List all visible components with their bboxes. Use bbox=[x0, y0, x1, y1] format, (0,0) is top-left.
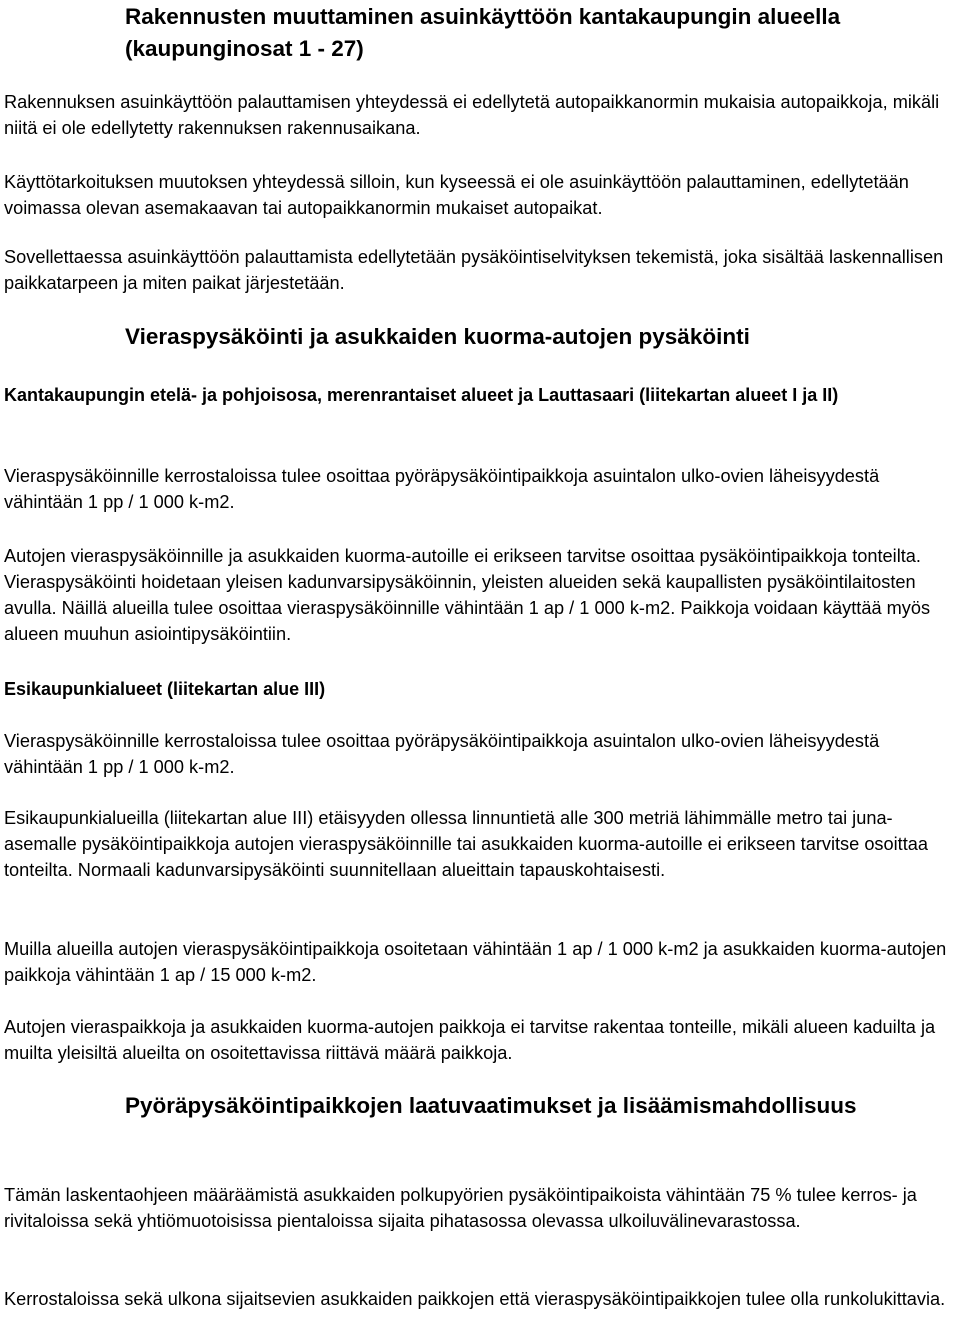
paragraph-suburb-station-proximity: Esikaupunkialueilla (liitekartan alue III) etäisyyden ollessa linnuntietä alle 300 metriä lähimmälle metro tai juna-asemalle pysäköintipaikkoja autojen vieraspysäköinnille tai asukkaiden kuorma-autoille ei erikseen tarvitse osoittaa tonteilta. Normaali kadunvarsipysäköinti suunnitellaan alueittain tapauskohtaisesti. bbox=[4, 808, 929, 880]
section-title-visitor-parking: Vieraspysäköinti ja asukkaiden kuorma-autojen pysäköinti bbox=[125, 324, 750, 349]
paragraph-inner-city-bike-parking: Vieraspysäköinnille kerrostaloissa tulee osoittaa pyöräpysäköintipaikkoja asuintalon ulko-ovien läheisyydestä vähintään 1 pp / 1 000 k-m2. bbox=[4, 466, 880, 512]
paragraph-parking-study: Sovellettaessa asuinkäyttöön palauttamista edellytetään pysäköintiselvityksen tekemistä, joka sisältää laskennallisen paikkatarpeen ja miten paikat järjestetään. bbox=[4, 247, 944, 293]
subheading-inner-city: Kantakaupungin etelä- ja pohjoisosa, merenrantaiset alueet ja Lauttasaari (liitekartan alueet I ja II) bbox=[4, 385, 839, 405]
paragraph-bike-storage-requirement: Tämän laskentaohjeen määräämistä asukkaiden polkupyörien pysäköintipaikoista vähintään 75 % tulee kerros- ja rivitaloissa sekä yhtiömuotoisissa pientaloissa sijaita pihatasossa olevassa ulkoiluvälinevarastossa. bbox=[4, 1185, 917, 1231]
paragraph-suburb-bike-parking: Vieraspysäköinnille kerrostaloissa tulee osoittaa pyöräpysäköintipaikkoja asuintalon ulko-ovien läheisyydestä vähintään 1 pp / 1 000 k-m2. bbox=[4, 731, 880, 777]
paragraph-suburb-street-parking: Autojen vieraspaikkoja ja asukkaiden kuorma-autojen paikkoja ei tarvitse rakentaa tonteille, mikäli alueen kaduilta ja muilta yleisiltä alueilta on osoitettavissa riittävä määrä paikkoja. bbox=[4, 1017, 936, 1063]
section-title-bike-parking-quality: Pyöräpysäköintipaikkojen laatuvaatimukset ja lisäämismahdollisuus bbox=[125, 1093, 857, 1118]
subheading-suburbs: Esikaupunkialueet (liitekartan alue III) bbox=[4, 679, 326, 699]
paragraph-inner-city-car-parking: Autojen vieraspysäköinnille ja asukkaiden kuorma-autoille ei erikseen tarvitse osoittaa pysäköintipaikkoja tonteilta. Vieraspysäköinti hoidetaan yleisen kadunvarsipysäköinnin, yleisten alueiden sekä kaupallisten pysäköintilaitosten avulla. Näillä alueilla tulee osoittaa vieraspysäköinnille vähintään 1 ap / 1 000 k-m2. Paikkoja voidaan käyttää myös alueen muuhun asiointipysäköintiin. bbox=[4, 546, 931, 644]
paragraph-use-change-parking: Käyttötarkoituksen muutoksen yhteydessä silloin, kun kyseessä ei ole asuinkäyttöön palauttaminen, edellytetään voimassa olevan asemakaavan tai autopaikkanormin mukaiset autopaikat. bbox=[4, 172, 909, 218]
paragraph-suburb-other-areas: Muilla alueilla autojen vieraspysäköintipaikkoja osoitetaan vähintään 1 ap / 1 000 k-m2 ja asukkaiden kuorma-autojen paikkoja vähintään 1 ap / 15 000 k-m2. bbox=[4, 939, 947, 985]
paragraph-restoration-parking: Rakennuksen asuinkäyttöön palauttamisen yhteydessä ei edellytetä autopaikkanormin mukaisia autopaikkoja, mikäli niitä ei ole edellytetty rakennuksen rakennusaikana. bbox=[4, 92, 940, 138]
paragraph-frame-lockable: Kerrostaloissa sekä ulkona sijaitsevien asukkaiden paikkojen että vieraspysäköintipaikkojen tulee olla runkolukittavia. bbox=[4, 1289, 946, 1309]
section-title-building-conversion: Rakennusten muuttaminen asuinkäyttöön kantakaupungin alueella (kaupunginosat 1 - 27) bbox=[125, 4, 841, 61]
